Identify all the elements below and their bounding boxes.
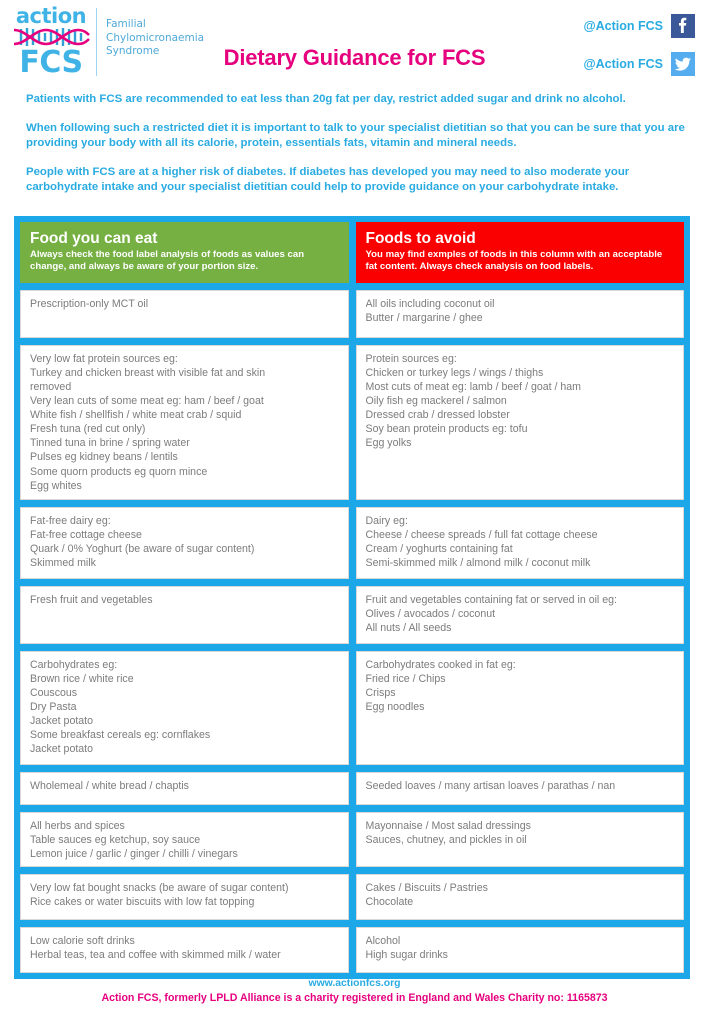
list-item: Fried rice / Chips bbox=[365, 672, 446, 685]
food-list-allowed bbox=[30, 593, 340, 607]
list-item: Semi-skimmed milk / almond milk / coconut milk bbox=[365, 557, 591, 570]
list-item: Cream / yoghurts containing fat bbox=[365, 543, 513, 555]
header-cell-allowed bbox=[20, 222, 349, 283]
table-cell-allowed bbox=[20, 651, 349, 765]
food-list-avoid bbox=[366, 881, 676, 909]
food-list-avoid bbox=[366, 658, 676, 714]
list-item: Cakes / Biscuits / Pastries bbox=[365, 881, 488, 894]
table-cell-avoid bbox=[356, 290, 685, 338]
table-cell-avoid bbox=[356, 651, 685, 765]
list-item: Table sauces eg ketchup, soy sauce bbox=[30, 833, 201, 846]
table-cell-allowed bbox=[20, 290, 349, 338]
list-item: Dressed crab / dressed lobster bbox=[365, 409, 510, 422]
list-item: Alcohol bbox=[365, 934, 401, 947]
table-cell-allowed bbox=[20, 874, 349, 920]
intro-section bbox=[0, 92, 709, 196]
table-row bbox=[20, 812, 684, 867]
list-item: Dry Pasta bbox=[30, 701, 77, 714]
header-title-allowed: Food you can eat bbox=[30, 230, 158, 247]
list-item: Quark / 0% Yoghurt (be aware of sugar content) bbox=[30, 543, 255, 555]
table-cell-avoid bbox=[356, 772, 685, 805]
list-item: Seeded loaves / many artisan loaves / parathas / nan bbox=[365, 779, 616, 792]
social-links bbox=[565, 12, 695, 88]
page-header bbox=[0, 0, 709, 92]
twitter-handle: @Action FCS bbox=[583, 57, 663, 71]
food-list-allowed bbox=[30, 514, 340, 570]
table-row bbox=[20, 772, 684, 805]
list-item: Turkey and chicken breast with visible fat and skin bbox=[30, 366, 266, 379]
food-list-avoid bbox=[366, 514, 676, 570]
page-title: Dietary Guidance for FCS bbox=[223, 45, 486, 70]
list-item: Crisps bbox=[365, 687, 396, 699]
list-item: Chicken or turkey legs / wings / thighs bbox=[365, 366, 544, 379]
list-item: Dairy eg: bbox=[365, 514, 408, 527]
logo-subtitle-line-2: Chylomicronaemia bbox=[106, 31, 205, 44]
list-item: Rice cakes or water biscuits with low fat topping bbox=[30, 895, 255, 908]
table-cell-avoid bbox=[356, 586, 685, 644]
list-item: Egg noodles bbox=[365, 701, 425, 714]
table-row bbox=[20, 927, 684, 973]
list-item: Low calorie soft drinks bbox=[30, 934, 135, 947]
list-item: Jacket potato bbox=[30, 715, 94, 728]
table-cell-allowed bbox=[20, 586, 349, 644]
table-body bbox=[20, 290, 684, 973]
food-list-avoid bbox=[366, 779, 676, 793]
list-item: Carbohydrates eg: bbox=[30, 658, 118, 671]
list-item: Jacket potato bbox=[30, 743, 94, 756]
header-title-avoid: Foods to avoid bbox=[365, 230, 476, 247]
table-cell-avoid bbox=[356, 507, 685, 579]
list-item: All nuts / All seeds bbox=[365, 622, 452, 634]
list-item: Fat-free cottage cheese bbox=[30, 528, 142, 541]
list-item: Soy bean protein products eg: tofu bbox=[365, 423, 528, 436]
table-cell-avoid bbox=[356, 874, 685, 920]
logo-subtitle-line-3: Syndrome bbox=[106, 45, 160, 57]
food-list-allowed bbox=[30, 934, 340, 962]
list-item: Very lean cuts of some meat eg: ham / beef / goat bbox=[30, 395, 264, 408]
list-item: Mayonnaise / Most salad dressings bbox=[365, 819, 531, 832]
table-cell-allowed bbox=[20, 507, 349, 579]
table-row bbox=[20, 507, 684, 579]
list-item: Herbal teas, tea and coffee with skimmed milk / water bbox=[30, 948, 281, 961]
list-item: Some breakfast cereals eg: cornflakes bbox=[30, 729, 211, 742]
logo-word-fcs: FCS bbox=[19, 45, 83, 80]
logo-word-action: action bbox=[15, 4, 87, 28]
twitter-icon[interactable] bbox=[671, 52, 695, 76]
food-list-allowed bbox=[30, 819, 340, 861]
charity-registration: Action FCS, formerly LPLD Alliance is a charity registered in England and Wales Charity no: 1165873 bbox=[101, 992, 608, 1004]
facebook-icon[interactable] bbox=[671, 14, 695, 38]
list-item: Brown rice / white rice bbox=[30, 672, 134, 685]
list-item: Oily fish eg mackerel / salmon bbox=[365, 395, 507, 408]
list-item: Fat-free dairy eg: bbox=[30, 514, 111, 527]
list-item: removed bbox=[30, 381, 72, 393]
header-subtitle-allowed: Always check the food label analysis of foods as values can change, and always be aware of your portion size. bbox=[30, 249, 305, 273]
food-list-avoid bbox=[366, 934, 676, 962]
food-list-avoid bbox=[366, 593, 676, 635]
food-list-allowed bbox=[30, 779, 340, 793]
list-item: All oils including coconut oil bbox=[365, 297, 495, 310]
intro-paragraph-2: When following such a restricted diet it is important to talk to your specialist dietitian so that you can be sure that you are providing your body with all its calorie, protein, essentials fats, vitamin and mineral needs. bbox=[26, 121, 685, 149]
facebook-handle: @Action FCS bbox=[583, 19, 663, 33]
list-item: Egg whites bbox=[30, 479, 82, 492]
table-row bbox=[20, 651, 684, 765]
list-item: Very low fat bought snacks (be aware of sugar content) bbox=[30, 881, 289, 894]
table-row bbox=[20, 290, 684, 338]
list-item: Fruit and vegetables containing fat or served in oil eg: bbox=[365, 593, 617, 606]
food-list-avoid bbox=[366, 819, 676, 847]
list-item: Pulses eg kidney beans / lentils bbox=[30, 451, 178, 464]
list-item: Skimmed milk bbox=[30, 557, 96, 570]
list-item: Carbohydrates cooked in fat eg: bbox=[365, 658, 516, 671]
facebook-link[interactable] bbox=[565, 12, 695, 40]
table-cell-avoid bbox=[356, 927, 685, 973]
food-list-avoid bbox=[366, 352, 676, 451]
table-cell-allowed bbox=[20, 772, 349, 805]
list-item: White fish / shellfish / white meat crab / squid bbox=[30, 409, 242, 422]
logo-subtitle-line-1: Familial bbox=[106, 18, 146, 30]
list-item: Tinned tuna in brine / spring water bbox=[30, 437, 190, 450]
table-row bbox=[20, 345, 684, 500]
header-subtitle-avoid: You may find exmples of foods in this column with an acceptable fat content. Always check analysis on food labels. bbox=[365, 249, 663, 273]
list-item: Sauces, chutney, and pickles in oil bbox=[365, 833, 527, 846]
food-guidance-table bbox=[14, 216, 690, 979]
list-item: Couscous bbox=[30, 687, 78, 699]
list-item: Lemon juice / garlic / ginger / chilli / vinegars bbox=[30, 848, 238, 860]
table-cell-allowed bbox=[20, 345, 349, 500]
table-row bbox=[20, 586, 684, 644]
list-item: Fresh fruit and vegetables bbox=[30, 593, 153, 606]
food-list-allowed bbox=[30, 352, 340, 493]
list-item: Chocolate bbox=[365, 895, 414, 908]
table-cell-avoid bbox=[356, 812, 685, 867]
table-cell-avoid bbox=[356, 345, 685, 500]
list-item: Wholemeal / white bread / chaptis bbox=[30, 779, 189, 792]
food-list-allowed bbox=[30, 658, 340, 757]
table-cell-allowed bbox=[20, 927, 349, 973]
header-cell-avoid bbox=[356, 222, 685, 283]
website-url[interactable]: www.actionfcs.org bbox=[308, 978, 401, 989]
list-item: Egg yolks bbox=[365, 437, 412, 450]
food-list-allowed bbox=[30, 881, 340, 909]
table-header-row bbox=[20, 222, 684, 283]
food-list-allowed bbox=[30, 297, 340, 311]
list-item: High sugar drinks bbox=[365, 948, 448, 961]
food-list-avoid bbox=[366, 297, 676, 325]
intro-paragraph-1: Patients with FCS are recommended to eat less than 20g fat per day, restrict added sugar and drink no alcohol. bbox=[26, 93, 626, 105]
table-cell-allowed bbox=[20, 812, 349, 867]
list-item: All herbs and spices bbox=[30, 819, 125, 832]
intro-paragraph-3: People with FCS are at a higher risk of diabetes. If diabetes has developed you may need to also moderate your carbohydrate intake and your specialist dietitian could help to provide guidance on your carbohydrate intake. bbox=[26, 165, 630, 193]
list-item: Butter / margarine / ghee bbox=[365, 311, 483, 324]
list-item: Some quorn products eg quorn mince bbox=[30, 465, 208, 478]
list-item: Protein sources eg: bbox=[365, 352, 457, 365]
list-item: Prescription-only MCT oil bbox=[30, 297, 149, 310]
list-item: Cheese / cheese spreads / full fat cottage cheese bbox=[365, 528, 598, 541]
table-row bbox=[20, 874, 684, 920]
twitter-link[interactable] bbox=[565, 50, 695, 78]
list-item: Fresh tuna (red cut only) bbox=[30, 423, 146, 436]
list-item: Most cuts of meat eg: lamb / beef / goat / ham bbox=[365, 381, 582, 393]
list-item: Very low fat protein sources eg: bbox=[30, 352, 178, 365]
page-footer bbox=[0, 977, 709, 1006]
list-item: Olives / avocados / coconut bbox=[365, 607, 496, 620]
